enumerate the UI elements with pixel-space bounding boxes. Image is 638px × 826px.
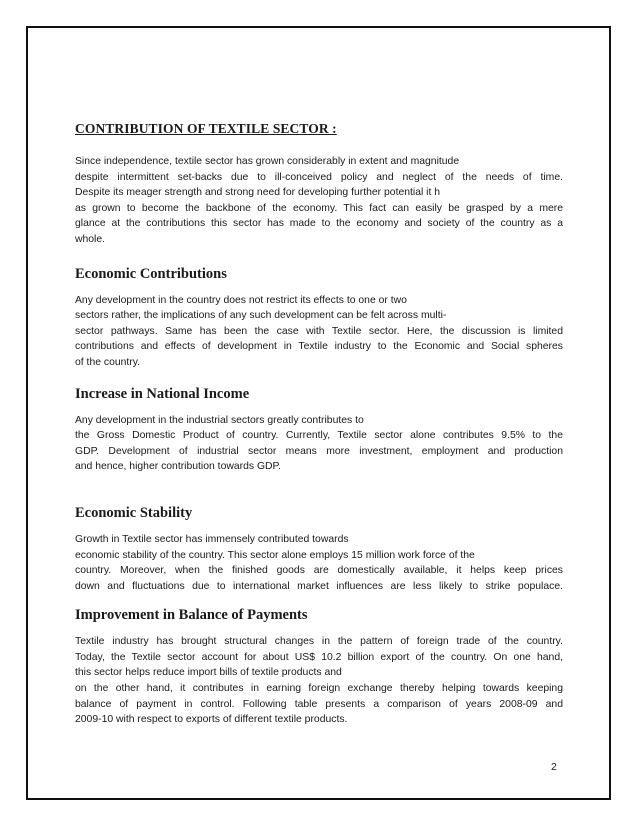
- text-line: balance of payment in control. Following table presents a comparison of years 2008-09 and: [75, 698, 563, 710]
- section-heading-economic-stability: Economic Stability: [75, 504, 193, 521]
- text-line: this sector helps reduce import bills of textile products and: [75, 667, 342, 679]
- text-line: despite intermittent set-backs due to ill-conceived policy and neglect of the needs of time.: [75, 171, 563, 183]
- section-heading-economic-contributions: Economic Contributions: [75, 265, 227, 282]
- text-line: country. Moreover, when the finished goods are domestically available, it helps keep prices: [75, 565, 563, 577]
- text-line: 2009-10 with respect to exports of different textile products.: [75, 714, 348, 726]
- section-heading-balance-of-payments: Improvement in Balance of Payments: [75, 607, 308, 624]
- text-line: the Gross Domestic Product of country. Currently, Textile sector alone contributes 9.5% to the: [75, 430, 563, 442]
- text-line: and hence, higher contribution towards GDP.: [75, 461, 282, 473]
- national-income-paragraph: [75, 413, 563, 475]
- text-line: whole.: [75, 233, 106, 245]
- text-line: sectors rather, the implications of any such development can be felt across multi-: [75, 310, 447, 322]
- section-heading-national-income: Increase in National Income: [75, 385, 250, 402]
- text-line: Since independence, textile sector has grown considerably in extent and magnitude: [75, 156, 460, 167]
- text-line: Despite its meager strength and strong need for developing further potential it h: [75, 187, 441, 199]
- document-body: [75, 121, 563, 728]
- page-number: 2: [551, 762, 557, 773]
- intro-paragraph: [75, 154, 563, 248]
- text-line: Any development in the country does not restrict its effects to one or two: [75, 294, 407, 306]
- text-line: Any development in the industrial sectors greatly contributes to: [75, 414, 364, 426]
- text-line: GDP. Development of industrial sector means more investment, employment and production: [75, 445, 563, 457]
- text-line: down and fluctuations due to international market influences are less likely to strike populace.: [75, 580, 563, 592]
- text-line: glance at the contributions this sector has made to the economy and society of the country as a: [75, 218, 563, 230]
- text-line: economic stability of the country. This sector alone employs 15 million work force of the: [75, 549, 475, 561]
- text-line: of the country.: [75, 356, 141, 368]
- text-line: sector pathways. Same has been the case with Textile sector. Here, the discussion is limited: [75, 325, 563, 337]
- economic-stability-paragraph: [75, 532, 563, 594]
- text-line: on the other hand, it contributes in earning foreign exchange thereby helping towards keeping: [75, 683, 563, 695]
- economic-contributions-paragraph: [75, 293, 563, 371]
- text-line: Today, the Textile sector account for about US$ 10.2 billion export of the country. On one hand,: [75, 651, 563, 663]
- document-title: CONTRIBUTION OF TEXTILE SECTOR :: [75, 121, 337, 136]
- text-line: as grown to become the backbone of the economy. This fact can easily be grasped by a mere: [75, 202, 563, 214]
- text-line: Textile industry has brought structural changes in the pattern of foreign trade of the country.: [75, 636, 563, 648]
- text-line: Growth in Textile sector has immensely contributed towards: [75, 533, 349, 545]
- text-line: contributions and effects of development in Textile industry to the Economic and Social spheres: [75, 341, 563, 353]
- balance-of-payments-paragraph: [75, 634, 563, 728]
